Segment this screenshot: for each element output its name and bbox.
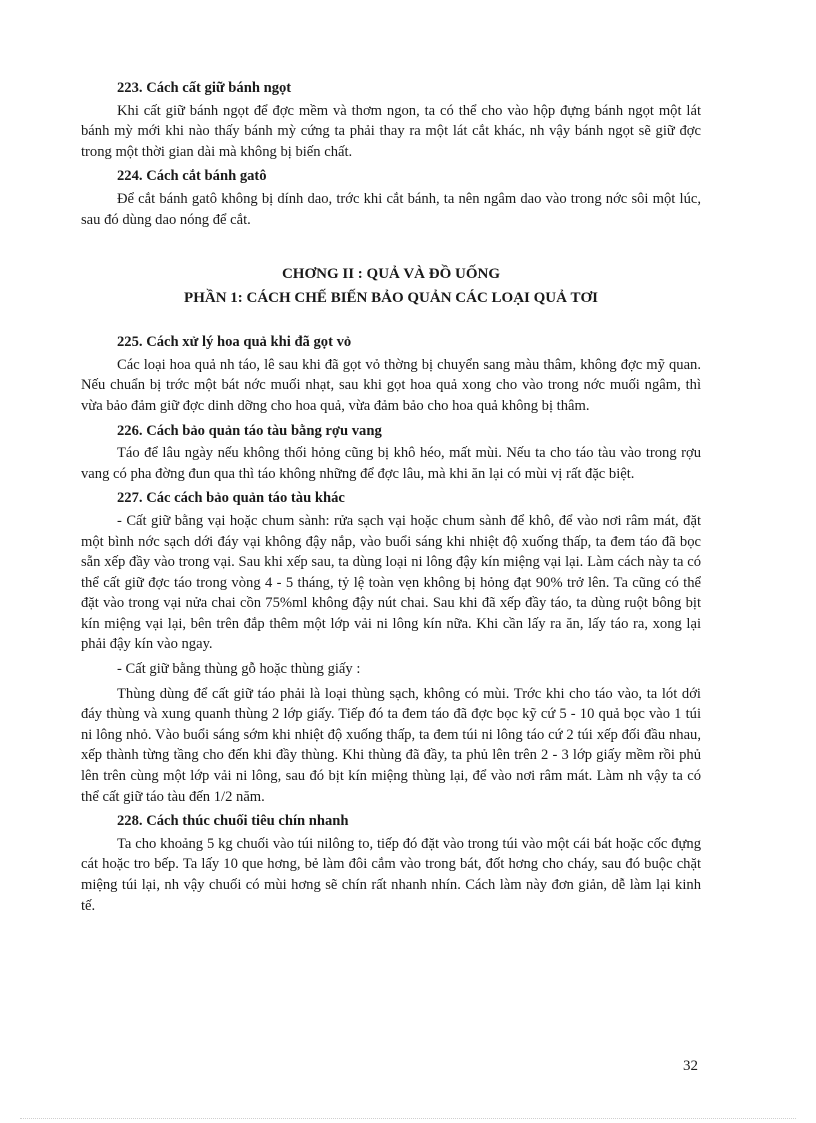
section-227-para-2: - Cất giữ bằng thùng gỗ hoặc thùng giấy :: [117, 661, 361, 678]
section-228-body: Ta cho khoảng 5 kg chuối vào túi nilông to, tiếp đó đặt vào trong túi vào một cái bát hoặc cốc đựng cát hoặc tro bếp. Ta lấy 10 que hơng, bẻ làm đôi cắm vào trong bát, đốt hơng cho cháy, sau đó buộc chặt miệng túi lại, nh vậy chuối có mùi hơng sẽ chín rất nhanh nhín. Cách làm này đơn giản, dễ làm lại kinh tế.: [81, 835, 701, 914]
section-223-heading: 223. Cách cất giữ bánh ngọt: [117, 80, 292, 96]
section-228-heading: 228. Cách thúc chuối tiêu chín nhanh: [117, 813, 349, 830]
part-title: PHẦN 1: CÁCH CHẾ BIẾN BẢO QUẢN CÁC LOẠI QUẢ TƠI: [184, 290, 598, 307]
section-225-heading: 225. Cách xử lý hoa quả khi đã gọt vỏ: [117, 334, 352, 351]
section-226-body: Táo để lâu ngày nếu không thối hỏng cũng bị khô héo, mất mùi. Nếu ta cho táo tàu vào trong rợu vang có pha đờng đun qua thì táo không những để đợc lâu, mà khi ăn lại có mùi vị rất đặc biệt.: [81, 445, 701, 482]
section-227-para-3: Thùng dùng để cất giữ táo phải là loại thùng sạch, không có mùi. Trớc khi cho táo vào, ta lót dới đáy thùng và xung quanh thùng 2 lớp giấy. Tiếp đó ta đem táo đã đợc bọc kỹ cứ 5 - 10 quả bọc vào 1 túi ni lông nhỏ. Vào buổi sáng sớm khi nhiệt độ xuống thấp, ta đem túi ni lông táo cứ 2 túi xếp đối đầu nhau, xếp thành từng tầng cho đến khi đầy thùng. Khi thùng đã đầy, ta phủ lên trên 2 - 3 lớp giấy mềm rồi phủ lên trên cùng một lớp vải ni lông, sau đó bịt kín miệng thùng lại, để vào nơi râm mát. Làm nh vậy ta có thể cất giữ táo tàu đến 1/2 năm.: [81, 685, 701, 805]
page-content: [81, 78, 701, 920]
section-224-body: Để cắt bánh gatô không bị dính dao, trớc khi cắt bánh, ta nên ngâm dao vào trong nớc sôi một lúc, sau đó dùng dao nóng để cắt.: [81, 190, 701, 228]
footer-divider: [20, 1118, 796, 1119]
section-225-body: Các loại hoa quả nh táo, lê sau khi đã gọt vỏ thờng bị chuyển sang màu thâm, không đợc mỹ quan. Nếu chuẩn bị trớc một bát nớc muối nhạt, sau khi gọt hoa quả xong cho vào trong nớc muối ngâm, thì vừa bảo đảm giữ đợc dinh dỡng cho hoa quả, vừa đảm bảo cho hoa quả không bị thâm.: [81, 356, 701, 414]
chapter-title: CHƠNG II : QUẢ VÀ ĐỒ UỐNG: [281, 266, 501, 283]
section-223-body: Khi cất giữ bánh ngọt để đợc mềm và thơm ngon, ta có thể cho vào hộp đựng bánh ngọt một lát bánh mỳ mới khi nào thấy bánh mỳ cứng ta phải thay ra một lát cắt khác, nh vậy bánh ngọt sẽ giữ đợc trong một thời gian dài mà không bị biến chất.: [81, 102, 701, 160]
section-227-heading: 227. Các cách bảo quản táo tàu khác: [117, 490, 345, 507]
page-number: 32: [683, 1058, 698, 1074]
section-226-heading: 226. Cách bảo quản táo tàu bằng rợu vang: [117, 422, 382, 439]
section-227-para-1: - Cất giữ bằng vại hoặc chum sành: rửa sạch vại hoặc chum sành để khô, để vào nơi râm mát, đặt một bình nớc sạch dới đáy vại không đậy nắp, vào buổi sáng khi nhiệt độ xuống thấp, ta đem táo đã bọc sẵn xếp đầy vào trong vại. Sau khi xếp sau, ta dùng loại ni lông đậy kín miệng vại lại. Làm cách này ta có thể cất giữ đợc táo trong vòng 4 - 5 tháng, tỷ lệ toàn vẹn không bị hỏng đạt 90% trở lên. Ta cũng có thể đặt vào trong vại nửa chai cồn 75%ml không đậy nút chai. Sau khi đã xếp đầy táo, ta dùng ruột bông bịt kín miệng vại lại, bên trên đắp thêm một lớp vải ni lông kín nữa. Khi cần lấy ra ăn, lấy táo ra, xong lại phải đậy kín vào ngay.: [81, 512, 701, 653]
section-224-heading: 224. Cách cắt bánh gatô: [117, 168, 267, 185]
